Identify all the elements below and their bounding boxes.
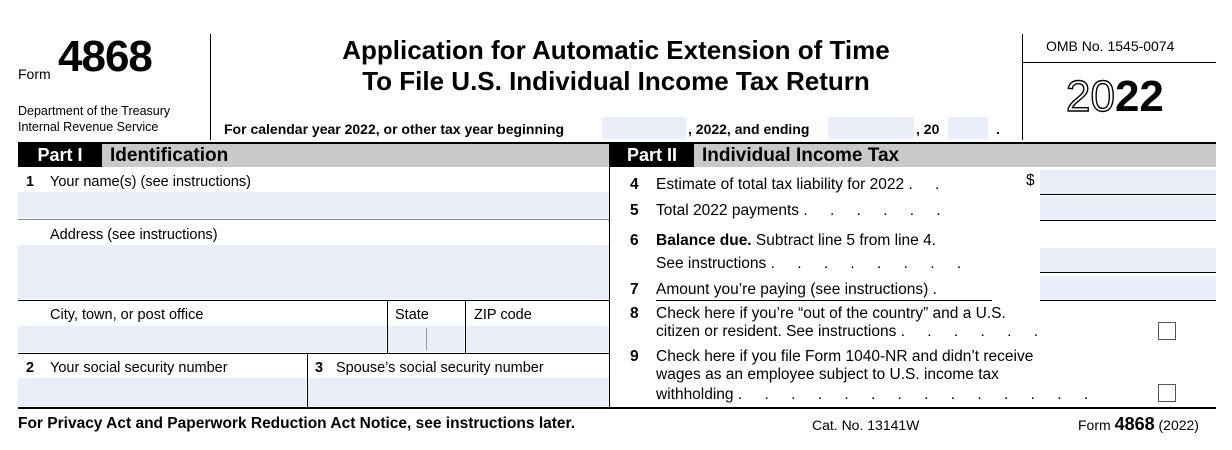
address-label: Address (see instructions) bbox=[50, 227, 218, 243]
line-5-label bbox=[656, 202, 950, 220]
line-9-checkbox[interactable] bbox=[1158, 384, 1176, 402]
privacy-notice: For Privacy Act and Paperwork Reduction Act Notice, see instructions later. bbox=[18, 415, 576, 432]
part-2-bar bbox=[610, 144, 1216, 167]
line-5-dots: . . . . . . bbox=[803, 202, 950, 219]
line-8-checkbox[interactable] bbox=[1158, 322, 1176, 340]
line-7-number: 7 bbox=[630, 281, 639, 298]
line-6-input[interactable] bbox=[1040, 248, 1216, 272]
line-9-text: withholding bbox=[656, 386, 734, 403]
line-4-underline bbox=[1040, 194, 1216, 195]
line-5-input[interactable] bbox=[1040, 196, 1216, 220]
rule-after-name bbox=[18, 219, 609, 220]
agency-line-2: Internal Revenue Service bbox=[18, 120, 159, 134]
line-5-number: 5 bbox=[630, 202, 639, 219]
line-5-text: Total 2022 payments bbox=[656, 202, 800, 219]
state-label: State bbox=[395, 307, 429, 323]
calendar-end-text: , 20 bbox=[916, 121, 940, 137]
form-id-block bbox=[18, 30, 208, 90]
line-2-number: 2 bbox=[26, 360, 35, 376]
rule-after-city bbox=[18, 353, 609, 354]
line-6-number: 6 bbox=[630, 232, 639, 249]
line-9-dots: . . . . . . . . . . . . . . bbox=[737, 386, 1098, 403]
title-line-2: To File U.S. Individual Income Tax Return bbox=[362, 66, 870, 96]
tax-year-prefix: 20 bbox=[1066, 72, 1115, 121]
omb-number: OMB No. 1545-0074 bbox=[1046, 38, 1175, 54]
tax-year bbox=[1066, 72, 1164, 132]
line-9-number: 9 bbox=[630, 348, 639, 365]
line-4-dots: . . bbox=[908, 176, 949, 193]
line-9-label-2: wages as an employee subject to U.S. income tax bbox=[656, 366, 999, 383]
tax-year-begin-input[interactable] bbox=[602, 117, 686, 139]
city-input[interactable] bbox=[18, 326, 386, 352]
title-line-1: Application for Automatic Extension of Time bbox=[342, 35, 890, 65]
spouse-ssn-input[interactable] bbox=[308, 378, 609, 406]
line-6b-text: See instructions bbox=[656, 255, 767, 272]
zip-label: ZIP code bbox=[474, 307, 532, 323]
state-field-tick bbox=[426, 328, 427, 350]
line-7-input[interactable] bbox=[1040, 276, 1216, 300]
city-label: City, town, or post office bbox=[50, 307, 204, 323]
line-8-label-1: Check here if you’re “out of the country” and a U.S. bbox=[656, 305, 1006, 322]
line-8-dots: . . . . . . bbox=[900, 323, 1048, 340]
footer-form-number: 4868 bbox=[1114, 414, 1155, 434]
line-6b-dots: . . . . . . . . bbox=[770, 255, 971, 272]
line-3-number: 3 bbox=[315, 360, 324, 376]
zip-input[interactable] bbox=[466, 326, 609, 352]
tax-year-suffix: 22 bbox=[1114, 72, 1164, 121]
agency-name bbox=[18, 103, 208, 135]
form-word: Form bbox=[18, 66, 51, 82]
line-4-label bbox=[656, 176, 948, 194]
address-input[interactable] bbox=[18, 245, 609, 299]
line-8-number: 8 bbox=[630, 305, 639, 322]
line-7-label-rule bbox=[656, 300, 992, 301]
part-2-tag: Part II bbox=[610, 144, 694, 167]
line-3-label: Spouse’s social security number bbox=[336, 360, 544, 376]
footer-form-word: Form bbox=[1078, 417, 1111, 433]
line-8-label-2 bbox=[656, 323, 1047, 341]
form-number: 4868 bbox=[58, 32, 152, 81]
line-8-text: citizen or resident. See instructions bbox=[656, 323, 897, 340]
footer-rule bbox=[18, 407, 1216, 409]
line-5-underline bbox=[1040, 220, 1216, 221]
line-7-dots: . bbox=[932, 281, 946, 298]
line-1-number: 1 bbox=[26, 174, 35, 190]
line-9-label-1: Check here if you file Form 1040-NR and didn’t receive bbox=[656, 348, 1034, 365]
ssn-input[interactable] bbox=[18, 378, 306, 406]
catalog-number: Cat. No. 13141W bbox=[812, 417, 920, 433]
line-2-label: Your social security number bbox=[50, 360, 228, 376]
line-7-text: Amount you’re paying (see instructions) bbox=[656, 281, 929, 298]
name-input[interactable] bbox=[18, 192, 609, 218]
footer-form-id bbox=[1078, 414, 1199, 435]
line-7-underline bbox=[1040, 300, 1216, 301]
line-4-text: Estimate of total tax liability for 2022 bbox=[656, 176, 905, 193]
line-7-label bbox=[656, 281, 946, 299]
form-title bbox=[210, 35, 1022, 97]
line-6-text: Subtract line 5 from line 4. bbox=[751, 232, 936, 249]
line-4-number: 4 bbox=[630, 176, 639, 193]
header-divider-right bbox=[1022, 34, 1023, 140]
line-6-bold: Balance due. bbox=[656, 232, 752, 249]
part-2-title: Individual Income Tax bbox=[702, 145, 900, 166]
line-6-underline bbox=[1040, 272, 1216, 273]
tax-year-end-input[interactable] bbox=[828, 117, 914, 139]
line-1-label: Your name(s) (see instructions) bbox=[50, 174, 251, 190]
footer-form-year: (2022) bbox=[1158, 417, 1199, 433]
calendar-year-text: For calendar year 2022, or other tax year beginning bbox=[224, 121, 565, 137]
calendar-period: . bbox=[996, 121, 1000, 137]
omb-rule bbox=[1022, 62, 1216, 63]
line-4-input[interactable] bbox=[1040, 170, 1216, 194]
agency-line-1: Department of the Treasury bbox=[18, 104, 171, 118]
rule-after-address bbox=[18, 300, 609, 301]
part-1-bar bbox=[18, 144, 609, 167]
tax-year-end-year-input[interactable] bbox=[948, 117, 988, 139]
part-1-title: Identification bbox=[110, 145, 229, 166]
part-1-tag: Part I bbox=[18, 144, 102, 167]
line-6-label bbox=[656, 232, 936, 250]
line-6-label-2 bbox=[656, 255, 970, 273]
dollar-sign: $ bbox=[1026, 172, 1035, 189]
calendar-mid-text: , 2022, and ending bbox=[688, 121, 810, 137]
line-9-label-3 bbox=[656, 386, 1097, 404]
center-divider bbox=[609, 144, 610, 408]
